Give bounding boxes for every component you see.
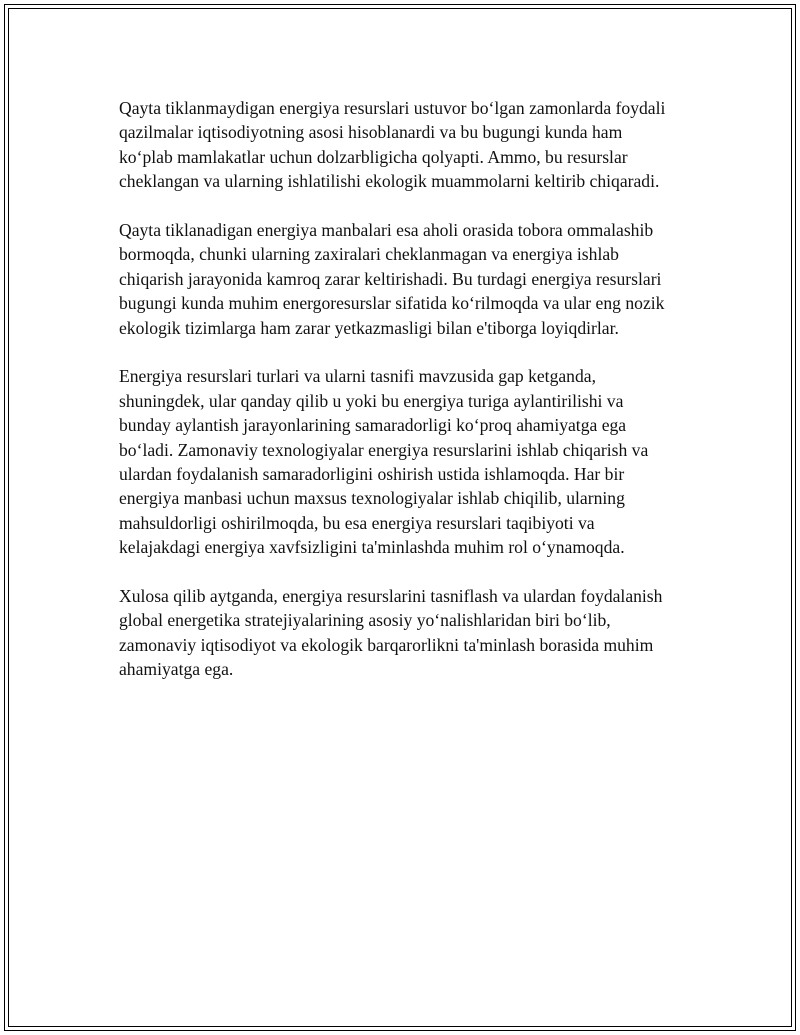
paragraph-3: Energiya resurslari turlari va ularni tasnifi mavzusida gap ketganda, shuningdek, ular qanday qilib u yoki bu energiya turiga aylantirilishi va bunday aylantish jarayonlarining samaradorligi ko‘proq ahamiyatga ega bo‘ladi. Zamonaviy texnologiyalar energiya resurslarini ishlab chiqarish va ulardan foydalanish samaradorligini oshirish ustida ishlamoqda. Har bir energiya manbasi uchun maxsus texnologiyalar ishlab chiqilib, ularning mahsuldorligi oshirilmoqda, bu esa energiya resurslari taqibiyoti va kelajakdagi energiya xavfsizligini ta'minlashda muhim rol o‘ynamoqda.	[119, 366, 649, 558]
document-page	[4, 4, 796, 1031]
document-body	[119, 96, 679, 706]
paragraph-4: Xulosa qilib aytganda, energiya resurslarini tasniflash va ulardan foydalanish global energetika stratejiyalarining asosiy yo‘nalishlaridan biri bo‘lib, zamonaviy iqtisodiyot va ekologik barqarorlikni ta'minlash borasida muhim ahamiyatga ega.	[119, 586, 663, 680]
paragraph-2: Qayta tiklanadigan energiya manbalari esa aholi orasida tobora ommalashib bormoqda, chunki ularning zaxiralari cheklanmagan va energiya ishlab chiqarish jarayonida kamroq zarar keltirishadi. Bu turdagi energiya resurslari bugungi kunda muhim energoresurslar sifatida ko‘rilmoqda va ular eng nozik ekologik tizimlarga ham zarar yetkazmasligi bilan e'tiborga loyiqdirlar.	[119, 220, 665, 338]
paragraph-1: Qayta tiklanmaydigan energiya resurslari ustuvor bo‘lgan zamonlarda foydali qazilmalar iqtisodiyotning asosi hisoblanardi va bu bugungi kunda ham ko‘plab mamlakatlar uchun dolzarbligicha qolyapti. Ammo, bu resurslar cheklangan va ularning ishlatilishi ekologik muammolarni keltirib chiqaradi.	[119, 98, 666, 192]
